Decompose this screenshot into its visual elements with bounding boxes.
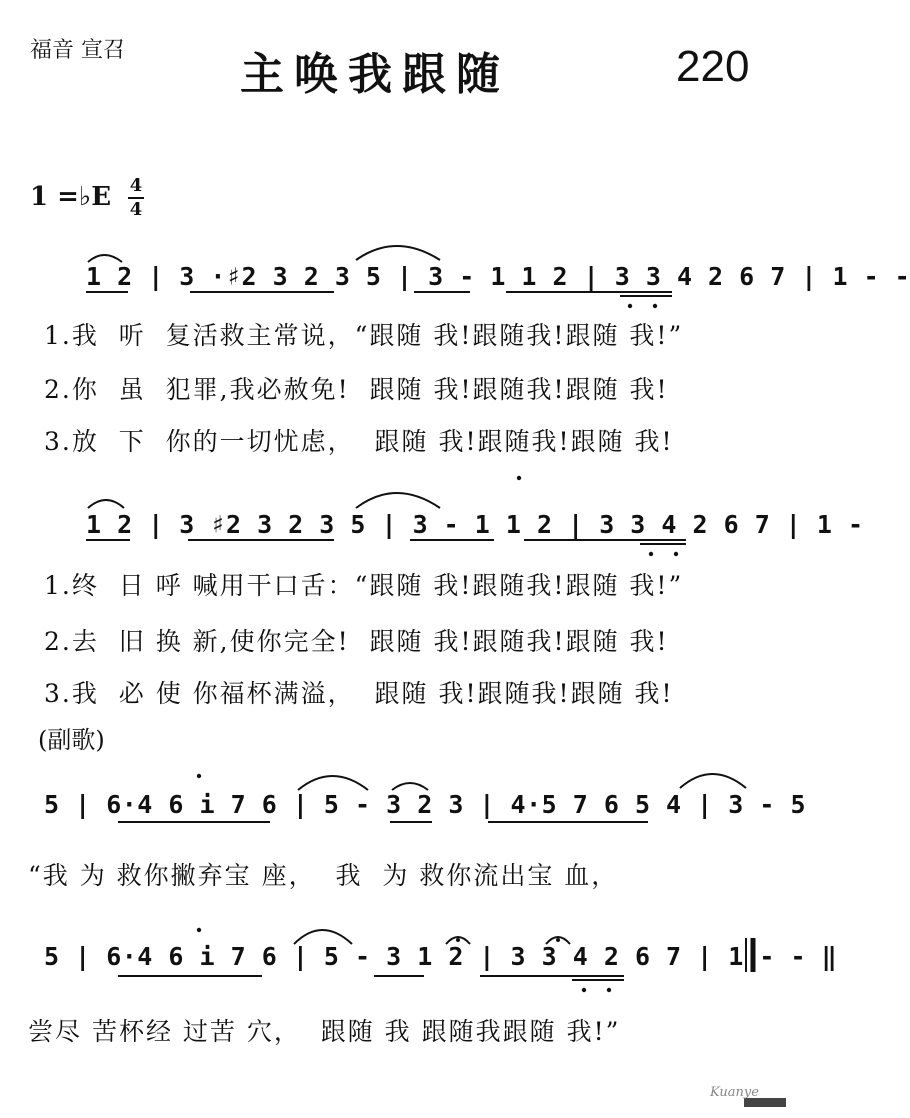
chorus-label: (副歌) bbox=[38, 726, 105, 754]
notation-line-2: 1 2 | 3 ♯2 3 2 3 5 | 3 - 1 1 2 | 3 3 4 2 6 7 | 1 - bbox=[86, 510, 864, 539]
octave-dot bbox=[674, 552, 678, 556]
chorus-lyric-line-1: “我 为 救你撇弃宝 座， 我 为 救你流出宝 血， bbox=[28, 861, 619, 890]
lyric-line-2-verse-3: 3.我 必 使 你福杯满溢， 跟随 我!跟随我!跟随 我! bbox=[44, 679, 674, 708]
octave-dot bbox=[653, 304, 657, 308]
slur-mark bbox=[680, 774, 746, 788]
octave-dot bbox=[197, 928, 201, 932]
octave-dot bbox=[517, 476, 521, 480]
time-numerator: 4 bbox=[129, 175, 143, 196]
time-signature bbox=[128, 176, 144, 220]
slur-mark bbox=[356, 493, 440, 508]
chorus-notation-line-2: 5 | 6·4 6 i 7 6 | 5 - 3 1 2 | 3 3 4 2 6 7 | 1 - - ‖ bbox=[44, 942, 838, 971]
slur-mark bbox=[88, 500, 124, 508]
hymn-number: 220 bbox=[676, 42, 750, 91]
octave-dot bbox=[628, 304, 632, 308]
lyric-line-1-verse-3: 3.放 下 你的一切忧虑， 跟随 我!跟随我!跟随 我! bbox=[44, 427, 674, 456]
octave-dot bbox=[582, 988, 586, 992]
slur-mark bbox=[88, 255, 122, 262]
octave-dot bbox=[649, 552, 653, 556]
slur-mark bbox=[298, 776, 368, 790]
watermark-logo-text: Kuanye bbox=[710, 1085, 759, 1100]
watermark-logo bbox=[706, 1080, 790, 1110]
lyric-line-1-verse-1: 1.我 听 复活救主常说，“跟随 我!跟随我!跟随 我!” bbox=[44, 321, 684, 350]
hymn-title: 主唤我跟随 bbox=[240, 49, 510, 100]
slur-mark bbox=[392, 783, 428, 790]
hymn-series-label: 福音 宣召 bbox=[30, 38, 125, 63]
chorus-lyric-line-2: 尝尽 苦杯经 过苦 穴， 跟随 我 跟随我跟随 我!” bbox=[28, 1017, 621, 1046]
lyric-line-2-verse-1: 1.终 日 呼 喊用干口舌：“跟随 我!跟随我!跟随 我!” bbox=[44, 571, 684, 600]
octave-dot bbox=[197, 774, 201, 778]
slur-mark bbox=[356, 246, 440, 260]
chorus-notation-line-1: 5 | 6·4 6 i 7 6 | 5 - 3 2 3 | 4·5 7 6 5 4 | 3 - 5 bbox=[44, 790, 807, 819]
key-signature: 1 =♭E bbox=[30, 182, 112, 212]
time-denominator: 4 bbox=[129, 199, 143, 220]
lyric-line-2-verse-2: 2.去 旧 换 新,使你完全! 跟随 我!跟随我!跟随 我! bbox=[44, 627, 669, 656]
notation-line-1: 1 2 | 3 ·♯2 3 2 3 5 | 3 - 1 1 2 | 3 3 4 2 6 7 | 1 - - bbox=[86, 262, 910, 291]
octave-dot bbox=[607, 988, 611, 992]
lyric-line-1-verse-2: 2.你 虽 犯罪,我必赦免! 跟随 我!跟随我!跟随 我! bbox=[44, 375, 669, 404]
